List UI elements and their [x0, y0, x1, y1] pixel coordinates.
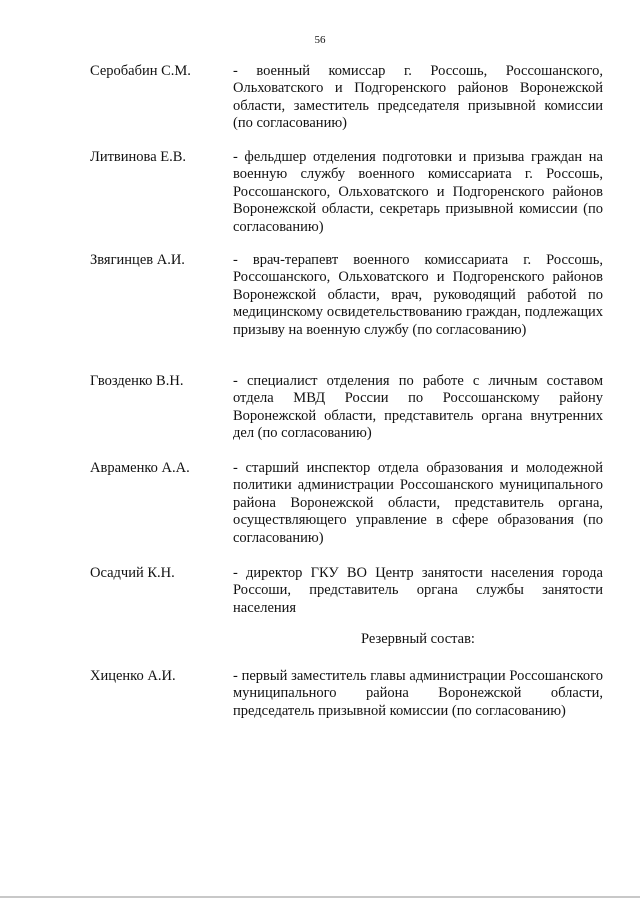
member-description: - врач-терапевт военного комиссариата г. Россошь, Россошанского, Ольховатского и Подгоренского районов Воронежской области, врач, руководящий работой по медицинскому освидетельствованию граждан, подлежащих призыву на военную службу (по согласованию)	[233, 252, 603, 338]
member-description: - директор ГКУ ВО Центр занятости населения города Россоши, представитель органа службы занятости населения	[233, 565, 603, 616]
member-description: - фельдшер отделения подготовки и призыва граждан на военную службу военного комиссариата г. Россошь, Россошанского, Ольховатского и Подгоренского районов Воронежской области, секретарь призывной комиссии (по согласованию)	[233, 149, 603, 235]
member-name: Звягинцев А.И.	[90, 252, 185, 268]
member-name: Осадчий К.Н.	[90, 565, 175, 581]
member-description: - первый заместитель главы администрации Россошанского муниципального района Воронежской области, председатель призывной комиссии (по согласованию)	[233, 668, 603, 719]
member-name: Литвинова Е.В.	[90, 149, 187, 165]
member-name: Хиценко А.И.	[90, 668, 176, 684]
member-description: - военный комиссар г. Россошь, Россошанского, Ольховатского и Подгоренского районов Воронежской области, заместитель председателя призывной комиссии (по согласованию)	[233, 63, 603, 132]
member-description: - специалист отделения по работе с личным составом отдела МВД России по Россошанскому району Воронежской области, представитель органа внутренних дел (по согласованию)	[233, 373, 603, 442]
page-number: 56	[314, 34, 326, 46]
member-name: Авраменко А.А.	[90, 460, 190, 476]
member-name: Серобабин С.М.	[90, 63, 191, 79]
reserve-section-title: Резервный состав:	[361, 631, 475, 647]
member-description: - старший инспектор отдела образования и молодежной политики администрации Россошанского муниципального района Воронежской области, представитель органа, осуществляющего управление в сфере образования (по согласованию)	[233, 460, 603, 546]
member-name: Гвозденко В.Н.	[90, 373, 184, 389]
page-bottom-edge	[0, 896, 640, 898]
